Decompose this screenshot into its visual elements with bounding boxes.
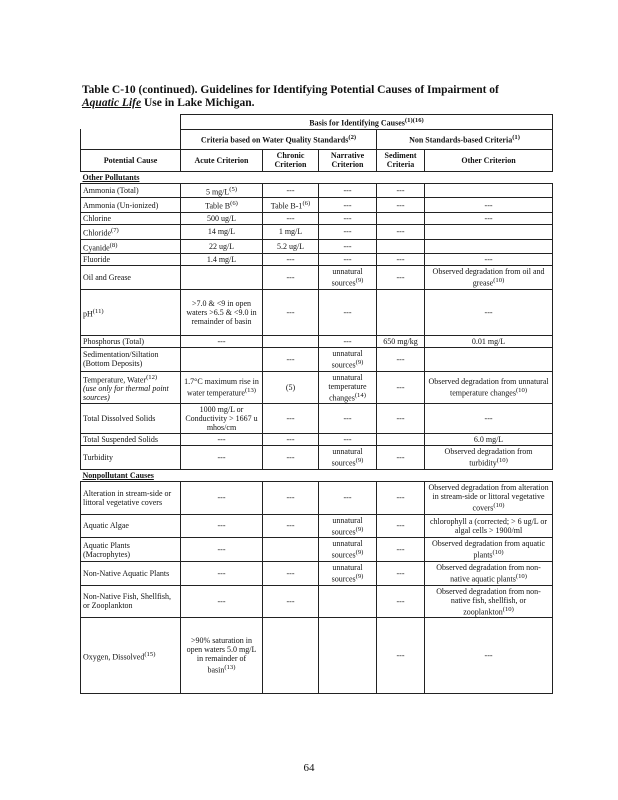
acute-cell: --- xyxy=(181,446,263,470)
cause-cell: Phosphorus (Total) xyxy=(81,335,181,347)
table-row xyxy=(81,289,553,335)
cause-cell: Fluoride xyxy=(81,254,181,266)
sediment-cell: --- xyxy=(377,347,425,371)
other-cell xyxy=(425,239,553,254)
chronic-cell: --- xyxy=(263,514,319,538)
cause-cell: Oil and Grease xyxy=(81,266,181,290)
sediment-cell xyxy=(377,434,425,446)
narrative-cell: --- xyxy=(319,434,377,446)
sediment-cell: --- xyxy=(377,198,425,213)
other-cell: Observed degradation from non-native aquatic plants$^{(10)}$ xyxy=(425,561,553,585)
chronic-cell: 1 mg/L xyxy=(263,224,319,239)
acute-header: Acute Criterion xyxy=(181,149,263,171)
other-header: Other Criterion xyxy=(425,149,553,171)
table-row xyxy=(81,239,553,254)
non-standards-header: Non Standards-based Criteria$^{(1)}$ xyxy=(377,129,553,149)
other-cell xyxy=(425,224,553,239)
table-row xyxy=(81,514,553,538)
table-title xyxy=(82,84,542,110)
other-cell: 6.0 mg/L xyxy=(425,434,553,446)
table-row xyxy=(81,561,553,585)
guidelines-table xyxy=(80,114,553,694)
table-row xyxy=(81,347,553,371)
chronic-cell: Table B-1$^{(6)}$ xyxy=(263,198,319,213)
table-row xyxy=(81,335,553,347)
other-cell: --- xyxy=(425,404,553,434)
section-other-pollutants: Other Pollutants xyxy=(81,171,553,183)
sediment-cell: --- xyxy=(377,183,425,198)
sediment-cell: --- xyxy=(377,254,425,266)
other-cell: Observed degradation from turbidity$^{(10)}$ xyxy=(425,446,553,470)
cause-cell: Chloride$^{(7)}$ xyxy=(81,224,181,239)
acute-cell: --- xyxy=(181,481,263,514)
chronic-cell: 5.2 ug/L xyxy=(263,239,319,254)
narrative-cell: --- xyxy=(319,481,377,514)
table-row xyxy=(81,446,553,470)
acute-cell: 1.4 mg/L xyxy=(181,254,263,266)
sediment-cell xyxy=(377,239,425,254)
narrative-cell: unnatural sources$^{(9)}$ xyxy=(319,266,377,290)
sediment-header: Sediment Criteria xyxy=(377,149,425,171)
cause-cell: Non-Native Aquatic Plants xyxy=(81,561,181,585)
narrative-cell: unnatural sources$^{(9)}$ xyxy=(319,347,377,371)
wq-criteria-header: Criteria based on Water Quality Standards$^{(2)}$ xyxy=(181,129,377,149)
chronic-cell xyxy=(263,538,319,562)
table-row xyxy=(81,538,553,562)
chronic-cell: --- xyxy=(263,254,319,266)
chronic-cell: --- xyxy=(263,434,319,446)
table-row xyxy=(81,371,553,404)
sediment-cell: --- xyxy=(377,404,425,434)
chronic-cell: (5) xyxy=(263,371,319,404)
acute-cell: 5 $mg/L^{(5)}$ xyxy=(181,183,263,198)
cause-cell: Alteration in stream-side or littoral vegetative covers xyxy=(81,481,181,514)
other-cell: Observed degradation from aquatic plants$^{(10)}$ xyxy=(425,538,553,562)
other-cell: chlorophyll a (corrected; > 6 ug/L or algal cells > 1900/ml xyxy=(425,514,553,538)
cause-cell: Ammonia (Un-ionized) xyxy=(81,198,181,213)
chronic-cell: --- xyxy=(263,585,319,618)
narrative-cell: --- xyxy=(319,289,377,335)
acute-cell: --- xyxy=(181,538,263,562)
cause-cell: Total Suspended Solids xyxy=(81,434,181,446)
narrative-cell: unnatural sources$^{(9)}$ xyxy=(319,446,377,470)
chronic-header: Chronic Criterion xyxy=(263,149,319,171)
narrative-cell: unnatural sources$^{(9)}$ xyxy=(319,561,377,585)
sediment-cell: --- xyxy=(377,618,425,694)
table-row xyxy=(81,404,553,434)
acute-cell xyxy=(181,266,263,290)
narrative-cell: --- xyxy=(319,212,377,224)
chronic-cell xyxy=(263,335,319,347)
narrative-cell: --- xyxy=(319,198,377,213)
table-row xyxy=(81,481,553,514)
cause-cell: Ammonia (Total) xyxy=(81,183,181,198)
cause-cell: Aquatic Plants (Macrophytes) xyxy=(81,538,181,562)
other-cell: Observed degradation from unnatural temperature changes$^{(10)}$ xyxy=(425,371,553,404)
sediment-cell xyxy=(377,212,425,224)
acute-cell: 22 ug/L xyxy=(181,239,263,254)
other-cell xyxy=(425,347,553,371)
other-cell: 0.01 mg/L xyxy=(425,335,553,347)
other-cell: Observed degradation from alteration in stream-side or littoral vegetative covers$^{(10)}$ xyxy=(425,481,553,514)
sediment-cell: --- xyxy=(377,224,425,239)
sediment-cell: 650 mg/kg xyxy=(377,335,425,347)
narrative-cell: --- xyxy=(319,183,377,198)
acute-cell: 14 mg/L xyxy=(181,224,263,239)
table-row xyxy=(81,434,553,446)
chronic-cell: --- xyxy=(263,481,319,514)
chronic-cell: --- xyxy=(263,289,319,335)
other-cell: --- xyxy=(425,254,553,266)
sediment-cell: --- xyxy=(377,514,425,538)
table-row xyxy=(81,585,553,618)
acute-cell: --- xyxy=(181,585,263,618)
basis-header: Basis for Identifying Causes$^{(1)(16)}$ xyxy=(181,115,553,130)
acute-cell: 1.7°C maximum rise in water temperature$^{(13)}$ xyxy=(181,371,263,404)
acute-cell: 500 ug/L xyxy=(181,212,263,224)
cause-cell: Temperature, Water$^{(12)}$ (use only for thermal point sources) xyxy=(81,371,181,404)
title-line-2 xyxy=(82,97,542,110)
narrative-cell: --- xyxy=(319,404,377,434)
sediment-cell: --- xyxy=(377,585,425,618)
chronic-cell: --- xyxy=(263,212,319,224)
table-row xyxy=(81,183,553,198)
sediment-cell: --- xyxy=(377,371,425,404)
cause-cell: Total Dissolved Solids xyxy=(81,404,181,434)
narrative-cell xyxy=(319,585,377,618)
cause-cell: Sedimentation/Siltation (Bottom Deposits) xyxy=(81,347,181,371)
acute-cell: --- xyxy=(181,335,263,347)
cause-cell: Cyanide$^{(8)}$ xyxy=(81,239,181,254)
sediment-cell: --- xyxy=(377,266,425,290)
acute-cell: >7.0 & <9 in open waters >6.5 & <9.0 in remainder of basin xyxy=(181,289,263,335)
acute-cell: --- xyxy=(181,561,263,585)
sediment-cell: --- xyxy=(377,561,425,585)
section-nonpollutant-causes: Nonpollutant Causes xyxy=(81,469,553,481)
chronic-cell: --- xyxy=(263,561,319,585)
table-row xyxy=(81,212,553,224)
narrative-cell: --- xyxy=(319,254,377,266)
other-cell: --- xyxy=(425,198,553,213)
cause-cell: Turbidity xyxy=(81,446,181,470)
table-row xyxy=(81,198,553,213)
chronic-cell xyxy=(263,618,319,694)
chronic-cell: --- xyxy=(263,183,319,198)
title-underlined: Aquatic Life xyxy=(82,97,142,109)
narrative-cell xyxy=(319,618,377,694)
title-rest: Use in Lake Michigan. xyxy=(141,97,255,109)
acute-cell: --- xyxy=(181,514,263,538)
chronic-cell: --- xyxy=(263,404,319,434)
other-cell: --- xyxy=(425,618,553,694)
acute-cell xyxy=(181,347,263,371)
narrative-cell: --- xyxy=(319,224,377,239)
sediment-cell: --- xyxy=(377,481,425,514)
narrative-cell: --- xyxy=(319,335,377,347)
other-cell: --- xyxy=(425,289,553,335)
chronic-cell: --- xyxy=(263,266,319,290)
chronic-cell: --- xyxy=(263,347,319,371)
other-cell: Observed degradation from non-native fish, shellfish, or zooplankton$^{(10)}$ xyxy=(425,585,553,618)
acute-cell: Table $B^{(6)}$ xyxy=(181,198,263,213)
narrative-cell: --- xyxy=(319,239,377,254)
table-row xyxy=(81,224,553,239)
table-row xyxy=(81,266,553,290)
narrative-cell: unnatural temperature changes$^{(14)}$ xyxy=(319,371,377,404)
page-number: 64 xyxy=(303,762,315,774)
narrative-cell: unnatural sources$^{(9)}$ xyxy=(319,538,377,562)
other-cell: Observed degradation from oil and grease$^{(10)}$ xyxy=(425,266,553,290)
other-cell: --- xyxy=(425,212,553,224)
title-line-1: Table C-10 (continued). Guidelines for Identifying Potential Causes of Impairment of xyxy=(82,84,499,96)
cause-cell: $pH^{(11)}$ xyxy=(81,289,181,335)
cause-cell: Oxygen, Dissolved$^{(15)}$ xyxy=(81,618,181,694)
other-cell xyxy=(425,183,553,198)
acute-cell: --- xyxy=(181,434,263,446)
cause-cell: Chlorine xyxy=(81,212,181,224)
acute-cell: >90% saturation in open waters 5.0 mg/L in remainder of basin$^{(13)}$ xyxy=(181,618,263,694)
sediment-cell: --- xyxy=(377,538,425,562)
cause-cell: Aquatic Algae xyxy=(81,514,181,538)
potential-cause-header: Potential Cause xyxy=(81,149,181,171)
narrative-header: Narrative Criterion xyxy=(319,149,377,171)
acute-cell: 1000 mg/L or Conductivity > 1667 u mhos/cm xyxy=(181,404,263,434)
table-row xyxy=(81,254,553,266)
narrative-cell: unnatural sources$^{(9)}$ xyxy=(319,514,377,538)
sediment-cell: --- xyxy=(377,446,425,470)
sediment-cell xyxy=(377,289,425,335)
chronic-cell: --- xyxy=(263,446,319,470)
table-row xyxy=(81,618,553,694)
cause-cell: Non-Native Fish, Shellfish, or Zooplankton xyxy=(81,585,181,618)
